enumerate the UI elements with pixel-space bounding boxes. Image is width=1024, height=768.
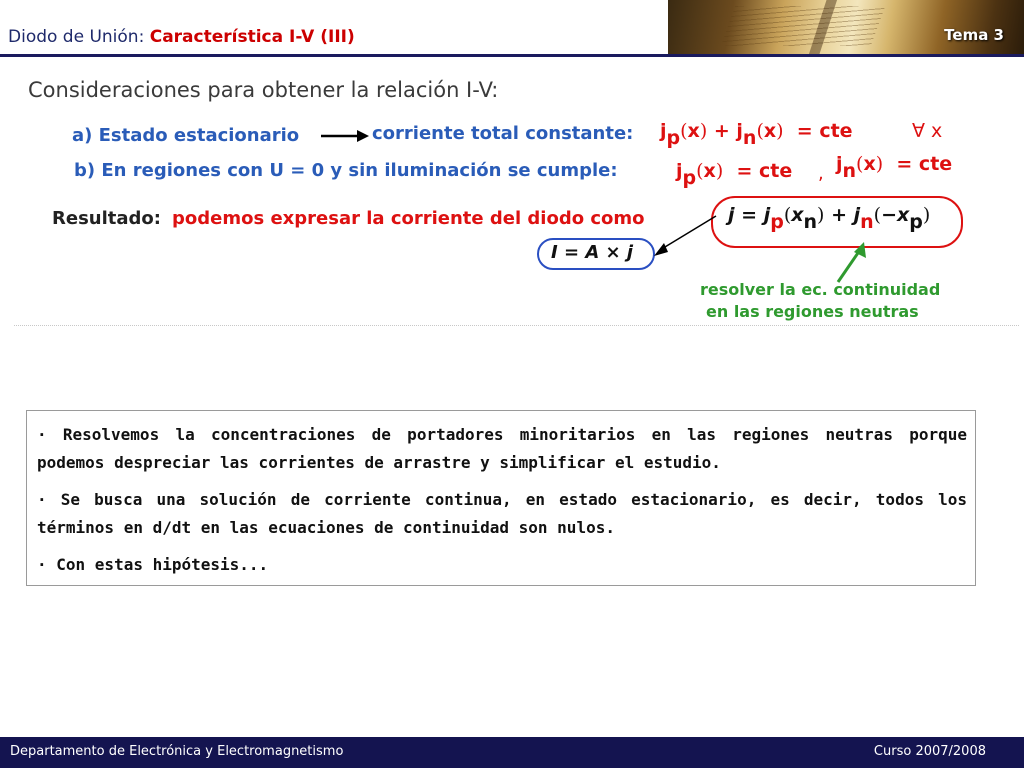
boxed-j2-sub: n (860, 211, 874, 233)
eq1-sub-p: p (666, 127, 681, 149)
eq3-rhs: = cte (896, 153, 953, 175)
footer-department: Departamento de Electrónica y Electromagnetismo (10, 744, 344, 759)
eq1-rhs: = cte (796, 120, 853, 142)
header-divider (0, 54, 1024, 57)
total-current-equation: $j_p(x) + j_n(x)$ = cte (660, 120, 853, 149)
eq3-x: x (863, 153, 876, 175)
condition-a-result: corriente total constante: (372, 123, 634, 144)
section-heading: Consideraciones para obtener la relación I-V: (28, 78, 499, 102)
note-line-1: resolver la ec. continuidad (700, 280, 941, 299)
slide-header (0, 0, 1024, 56)
eq1-x1: x (687, 120, 700, 142)
note-line-2: en las regiones neutras (706, 302, 919, 321)
footer-course: Curso 2007/2008 (873, 744, 986, 759)
topic-label: Tema 3 (944, 26, 1004, 44)
slide-title (8, 27, 355, 47)
boxed-x2: −x (881, 204, 910, 226)
hypotheses-text-box (26, 410, 976, 586)
slide-title-accent: Característica I-V (III) (149, 27, 355, 47)
eq1-plus: + (713, 120, 730, 142)
result-text: podemos expresar la corriente del diodo como (172, 208, 645, 229)
result-label: Resultado: (52, 208, 161, 229)
eq3-sub: n (842, 160, 857, 182)
eq3-j: j (836, 153, 843, 175)
eq1-j2: j (736, 120, 743, 142)
condition-b: b) En regiones con U = 0 y sin iluminación se cumple: (74, 160, 618, 181)
bullet-item: · Se busca una solución de corriente continua, en estado estacionario, es decir, todos los términos en d/dt en las ecuaciones de continuidad son nulos. (37, 490, 967, 537)
bullet-item: · Con estas hipótesis... (37, 555, 269, 574)
boxed-j1: j (763, 204, 771, 226)
forall-x: ∀ x (912, 120, 943, 142)
condition-a: a) Estado estacionario (72, 125, 300, 146)
equation-separator: , (818, 163, 824, 184)
diode-current-equation: I = A × j (551, 242, 634, 263)
content-divider (14, 325, 1019, 326)
arrow-to-current-box-icon (640, 212, 720, 262)
eq1-x2: x (763, 120, 777, 142)
arrow-right-icon (321, 128, 369, 144)
boxed-x1-sub: n (803, 211, 818, 233)
boxed-x1: x (791, 204, 804, 226)
eq1-j1: j (660, 120, 667, 142)
electron-current-equation: $j_n(x)$ = cte (836, 153, 953, 182)
boxed-plus: + (831, 204, 847, 226)
boxed-j-lhs: j = (728, 204, 758, 226)
boxed-j1-sub: p (770, 211, 784, 233)
hole-current-equation: $j_p(x)$ = cte (676, 160, 793, 189)
boxed-x2-sub: p (909, 211, 923, 233)
eq2-sub: p (682, 167, 697, 189)
slide-footer (0, 737, 1024, 768)
slide-title-prefix: Diodo de Unión: (8, 27, 145, 47)
eq2-j: j (676, 160, 683, 182)
eq2-rhs: = cte (736, 160, 793, 182)
book-banner-image (668, 0, 1024, 54)
eq1-sub-n: n (742, 127, 757, 149)
book-pages-graphic (721, 6, 886, 46)
boxed-j2: j (853, 204, 861, 226)
bullet-item: · Resolvemos la concentraciones de portadores minoritarios en las regiones neutras porque podemos despreciar las corrientes de arrastre y simplificar el estudio. (37, 425, 967, 472)
eq2-x: x (703, 160, 716, 182)
current-density-equation: $j = j_p(x_n) + j_n(-x_p)$ (728, 204, 931, 233)
